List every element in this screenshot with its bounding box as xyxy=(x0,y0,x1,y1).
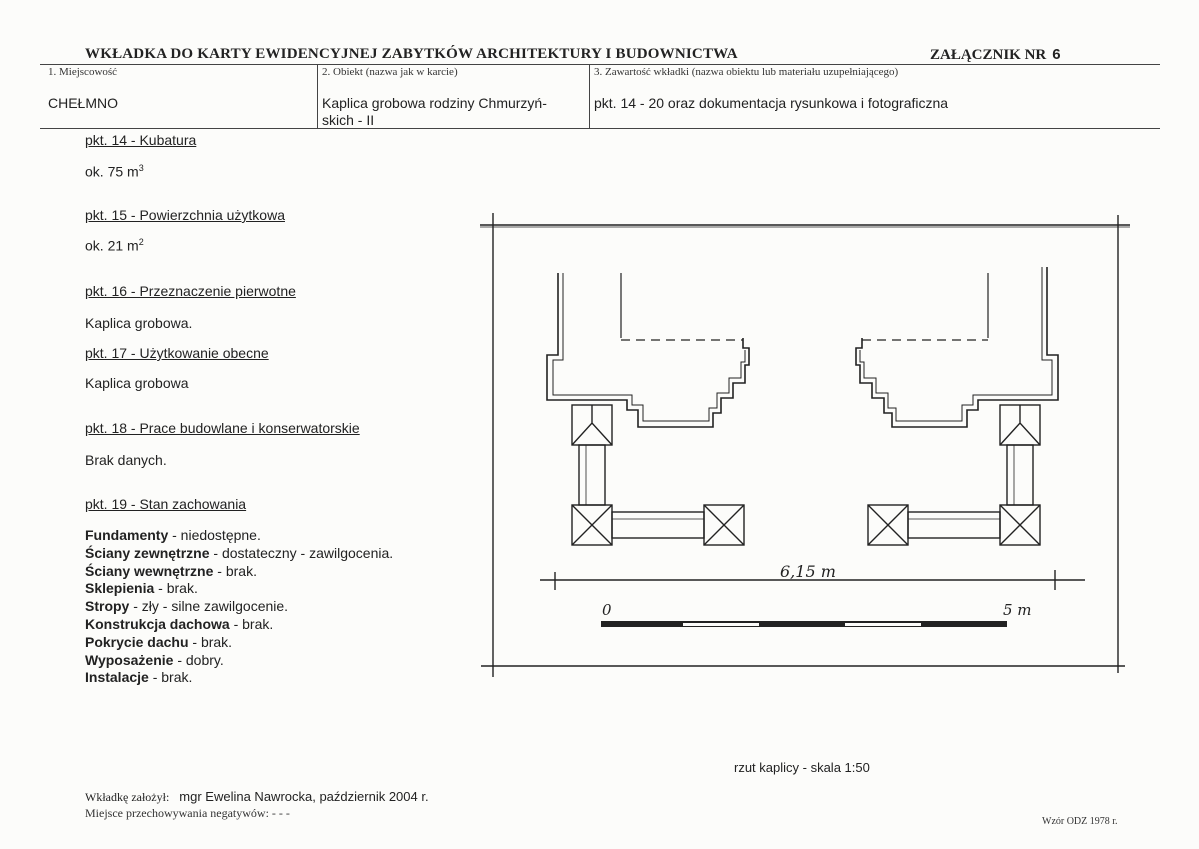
author-value: mgr Ewelina Nawrocka, październik 2004 r. xyxy=(179,789,429,804)
column-divider-2 xyxy=(589,64,590,128)
section-heading-original-purpose: pkt. 16 - Przeznaczenie pierwotne xyxy=(85,283,296,299)
condition-item: Fundamenty - niedostępne. xyxy=(85,527,261,543)
condition-item: Instalacje - brak. xyxy=(85,669,193,686)
condition-list xyxy=(85,527,393,687)
negatives-location: Miejsce przechowywania negatywów: - - - xyxy=(85,806,290,820)
condition-item: Ściany zewnętrzne - dostateczny - zawilgocenia. xyxy=(85,544,394,561)
column-label-locality: 1. Miejscowość xyxy=(48,66,118,78)
form-title: WKŁADKA DO KARTY EWIDENCYJNEJ ZABYTKÓW ARCHITEKTURY I BUDOWNICTWA xyxy=(85,46,738,62)
locality-value: CHEŁMNO xyxy=(48,95,119,111)
condition-item: Wyposażenie - dobry. xyxy=(85,651,224,668)
annex-label xyxy=(930,46,1061,64)
condition-item: Pokrycie dachu - brak. xyxy=(85,633,233,650)
scale-end-label: 5 m xyxy=(1003,601,1032,619)
area-value: ok. 21 m xyxy=(85,237,139,254)
section-heading-volume: pkt. 14 - Kubatura xyxy=(85,132,197,148)
condition-item: Sklepienia - brak. xyxy=(85,580,198,597)
column-label-contents: 3. Zawartość wkładki (nazwa obiektu lub materiału uzupełniającego) xyxy=(594,66,899,78)
contents-value: pkt. 14 - 20 oraz dokumentacja rysunkowa i fotograficzna xyxy=(594,95,949,111)
section-heading-area: pkt. 15 - Powierzchnia użytkowa xyxy=(85,207,285,223)
author-line xyxy=(85,789,429,805)
floor-plan-drawing xyxy=(475,205,1145,685)
condition-item: Stropy - zły - silne zawilgocenie. xyxy=(85,598,289,615)
annex-number: 6 xyxy=(1052,46,1061,63)
section-value-original-purpose: Kaplica grobowa. xyxy=(85,315,193,331)
section-heading-current-use: pkt. 17 - Użytkowanie obecne xyxy=(85,345,269,361)
column-label-object: 2. Obiekt (nazwa jak w karcie) xyxy=(322,66,458,78)
object-value xyxy=(322,95,547,129)
object-value-line-2: skich - II xyxy=(322,112,375,128)
author-label: Wkładkę założył: xyxy=(85,790,170,804)
scale-start-label: 0 xyxy=(602,601,612,619)
header-rule-bottom xyxy=(40,128,1160,129)
section-value-current-use: Kaplica grobowa xyxy=(85,375,189,391)
object-value-line-1: Kaplica grobowa rodziny Chmurzyń- xyxy=(322,95,547,111)
volume-value: ok. 75 m xyxy=(85,163,139,180)
column-divider-1 xyxy=(317,64,318,128)
condition-item: Ściany wewnętrzne - brak. xyxy=(85,562,257,579)
area-exponent: 2 xyxy=(138,237,144,247)
dimension-label: 6,15 m xyxy=(780,562,836,581)
section-heading-works: pkt. 18 - Prace budowlane i konserwatorskie xyxy=(85,420,360,436)
scale-bar xyxy=(601,621,1007,627)
section-value-area xyxy=(85,237,144,254)
header-rule-top xyxy=(40,64,1160,65)
annex-label-text: ZAŁĄCZNIK NR xyxy=(930,47,1047,63)
section-heading-condition: pkt. 19 - Stan zachowania xyxy=(85,496,247,512)
condition-item: Konstrukcja dachowa - brak. xyxy=(85,615,274,632)
drawing-caption: rzut kaplicy - skala 1:50 xyxy=(734,760,870,775)
section-value-volume xyxy=(85,163,144,180)
section-value-works: Brak danych. xyxy=(85,452,167,468)
volume-exponent: 3 xyxy=(138,163,144,173)
form-model: Wzór ODZ 1978 r. xyxy=(1042,816,1118,827)
